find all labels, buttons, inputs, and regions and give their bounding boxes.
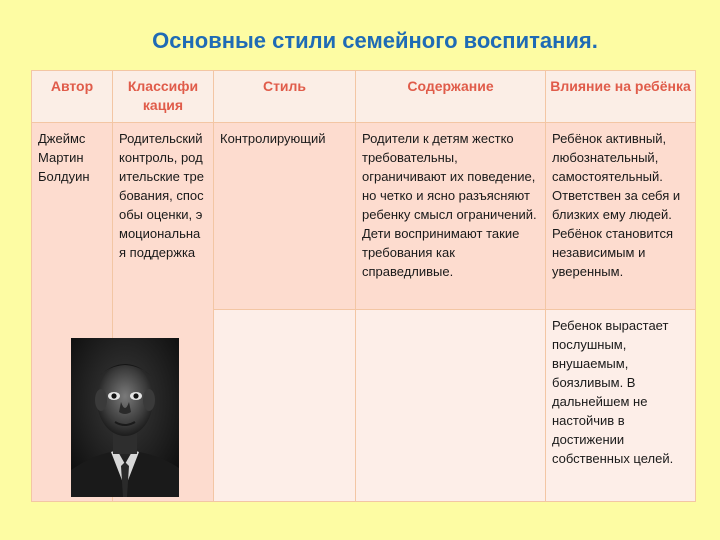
header-row [32, 71, 696, 123]
header-author: Автор [32, 71, 113, 123]
content-cell [356, 310, 546, 502]
style-cell: Контролирующий [214, 123, 356, 310]
classification-cell: Родительский контроль, родительские требования, способы оценки, эмоциональная поддержка [113, 123, 214, 502]
author-cell: Джеймс Мартин Болдуин [32, 123, 113, 502]
effect-cell: Ребенок вырастает послушным, внушаемым, боязливым. В дальнейшем не настойчив в достижении собственных целей. [546, 310, 696, 502]
table-row [32, 123, 696, 310]
header-effect: Влияние на ребёнка [546, 71, 696, 123]
author-portrait [71, 338, 179, 497]
header-content: Содержание [356, 71, 546, 123]
style-cell [214, 310, 356, 502]
slide-title: Основные стили семейного воспитания. [152, 28, 598, 53]
header-classification: Классифи кация [113, 71, 214, 123]
content-cell: Родители к детям жестко требовательны, ограничивают их поведение, но четко и ясно разъясняют ребенку смысл ограничений. Дети воспринимают такие требования как справедливые. [356, 123, 546, 310]
effect-cell: Ребёнок активный, любознательный, самостоятельный. Ответствен за себя и близких ему людей. Ребёнок становится независимым и уверенным. [546, 123, 696, 310]
header-style: Стиль [214, 71, 356, 123]
